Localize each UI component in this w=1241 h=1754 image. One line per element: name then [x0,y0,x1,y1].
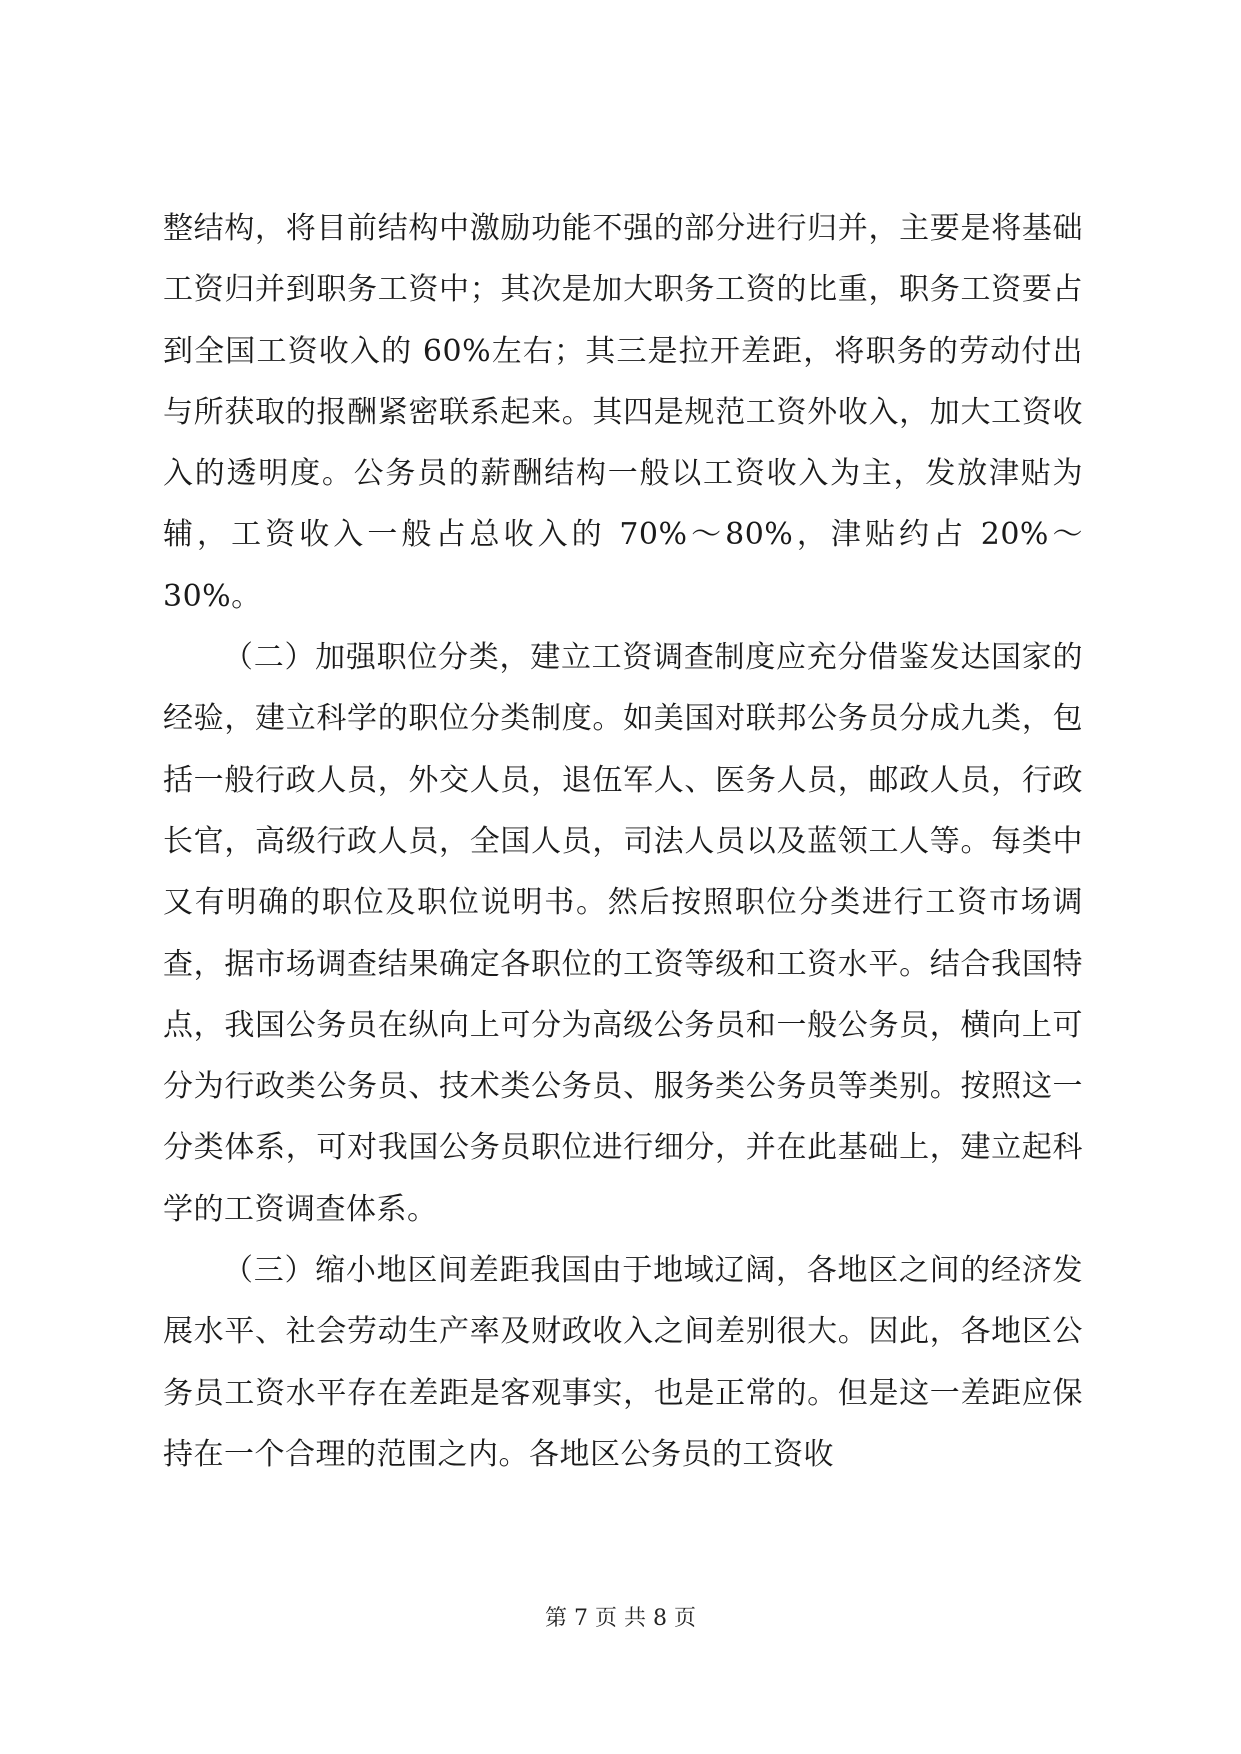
page-footer: 第 7 页 共 8 页 [545,1606,696,1631]
document-body [163,198,1083,1485]
paragraph-job-classification: （二）加强职位分类，建立工资调查制度应充分借鉴发达国家的经验，建立科学的职位分类制度。如美国对联邦公务员分成九类，包括一般行政人员，外交人员，退伍军人、医务人员，邮政人员，行政长官，高级行政人员，全国人员，司法人员以及蓝领工人等。每类中又有明确的职位及职位说明书。然后按照职位分类进行工资市场调查，据市场调查结果确定各职位的工资等级和工资水平。结合我国特点，我国公务员在纵向上可分为高级公务员和一般公务员，横向上可分为行政类公务员、技术类公务员、服务类公务员等类别。按照这一分类体系，可对我国公务员职位进行细分，并在此基础上，建立起科学的工资调查体系。 [163,640,1083,1227]
paragraph-continuation: 整结构，将目前结构中激励功能不强的部分进行归并，主要是将基础工资归并到职务工资中；其次是加大职务工资的比重，职务工资要占到全国工资收入的 60%左右；其三是拉开差距，将职务的劳动付出与所获取的报酬紧密联系起来。其四是规范工资外收入，加大工资收入的透明度。公务员的薪酬结构一般以工资收入为主，发放津贴为辅，工资收入一般占总收入的 70%～80%，津贴约占 20%～30%。 [163,211,1083,614]
paragraph-regional-gap: （三）缩小地区间差距我国由于地域辽阔，各地区之间的经济发展水平、社会劳动生产率及财政收入之间差别很大。因此，各地区公务员工资水平存在差距是客观事实，也是正常的。但是这一差距应保持在一个合理的范围之内。各地区公务员的工资收 [163,1253,1083,1472]
